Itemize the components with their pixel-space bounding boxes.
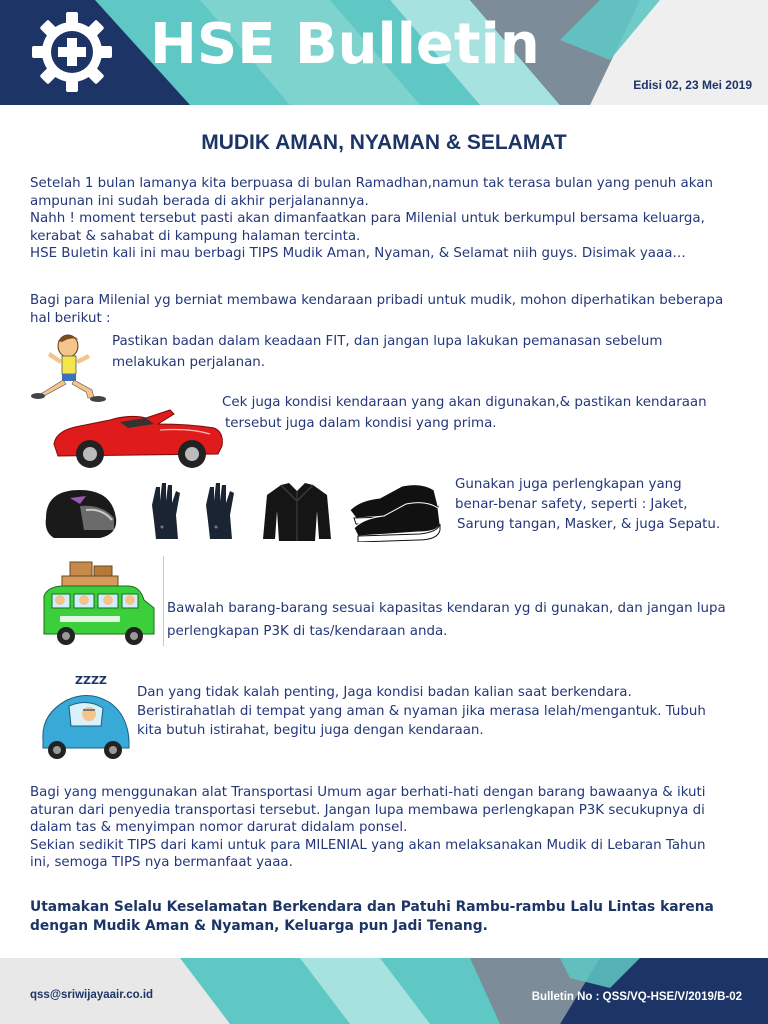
tip-safety-gear (455, 475, 720, 535)
shoes-icon (346, 480, 442, 542)
sleepy-driver-icon (37, 670, 135, 762)
tip-line: Cek juga kondisi kendaraan yang akan digunakan,& pastikan kendaraan (222, 395, 707, 410)
closing-line: dengan Mudik Aman & Nyaman, Keluarga pun Jadi Tenang. (30, 918, 488, 934)
tip-rest (137, 683, 706, 740)
tip-line: Beristirahatlah di tempat yang aman & nyaman jika merasa lelah/mengantuk. Tubuh (137, 704, 706, 719)
helmet-icon (40, 484, 122, 546)
intro-line: Setelah 1 bulan lamanya kita berpuasa di bulan Ramadhan,namun tak terasa bulan yang penuh akan (30, 176, 713, 191)
paragraph-line: Bagi yang menggunakan alat Transportasi Umum agar berhati-hati dengan barang bawaanya & ikuti (30, 785, 706, 800)
footer-banner (0, 958, 768, 1024)
gear-cross-icon (30, 10, 114, 94)
intro-line: ampunan ini sudah berada di akhir perjalanannya. (30, 193, 369, 209)
loaded-van-icon (40, 556, 160, 650)
red-car-icon (50, 404, 226, 470)
lead-line: hal berikut : (30, 310, 111, 326)
public-transport-paragraph (30, 784, 744, 872)
lead-paragraph (30, 292, 744, 327)
tip-line: tersebut juga dalam kondisi yang prima. (225, 415, 497, 431)
bulletin-number: Bulletin No : QSS/VQ-HSE/V/2019/B-02 (531, 991, 742, 1003)
tip-luggage (167, 598, 726, 643)
tip-line: Pastikan badan dalam keadaan FIT, dan jangan lupa lakukan pemanasan sebelum (112, 334, 663, 349)
intro-line: HSE Buletin kali ini mau berbagi TIPS Mudik Aman, Nyaman, & Selamat niih guys. Disimak yaaa… (30, 246, 686, 261)
tip-line: Gunakan juga perlengkapan yang (455, 477, 682, 492)
intro-line: kerabat & sahabat di kampung halaman tercinta. (30, 228, 361, 244)
intro-line: Nahh ! moment tersebut pasti akan dimanfaatkan para Milenial untuk berkumpul bersama keluarga, (30, 211, 705, 226)
tip-line: Sarung tangan, Masker, & juga Sepatu. (457, 517, 721, 532)
tip-line: melakukan perjalanan. (112, 355, 266, 370)
contact-email[interactable]: qss@sriwijayaair.co.id (30, 989, 154, 1001)
closing-line: Utamakan Selalu Keselamatan Berkendara dan Patuhi Rambu-rambu Lalu Lintas karena (30, 899, 714, 915)
tip-line: Dan yang tidak kalah penting, Jaga kondisi badan kalian saat berkendara. (137, 685, 632, 700)
paragraph-line: dalam tas & menyimpan nomor darurat didalam ponsel. (30, 820, 408, 835)
svg-text:ZZZZ: ZZZZ (75, 674, 107, 687)
tip-line: benar-benar safety, seperti : Jaket, (455, 497, 688, 512)
bulletin-title: HSE Bulletin (150, 12, 540, 77)
article-heading: MUDIK AMAN, NYAMAN & SELAMAT (201, 131, 567, 154)
paragraph-line: aturan dari penyedia transportasi tersebut. Jangan lupa membawa perlengkapan P3K secukupnya di (30, 802, 705, 818)
gloves-icon (148, 481, 248, 543)
tip-line: Bawalah barang-barang sesuai kapasitas kendaran yg di gunakan, dan jangan lupa (167, 601, 726, 616)
divider-line (163, 556, 164, 646)
closing-message (30, 898, 744, 936)
tip-line: perlengkapan P3K di tas/kendaraan anda. (167, 623, 448, 639)
paragraph-line: Sekian sedikit TIPS dari kami untuk para MILENIAL yang akan melaksanakan Mudik di Lebaran Tahun (30, 837, 706, 853)
tip-line: kita butuh istirahat, begitu juga dengan kendaraan. (137, 723, 484, 738)
lead-line: Bagi para Milenial yg berniat membawa kendaraan pribadi untuk mudik, mohon diperhatikan beberapa (30, 293, 724, 308)
tip-vehicle (222, 393, 707, 434)
stretching-man-icon (22, 332, 112, 404)
tip-fitness (112, 331, 662, 373)
header-banner (0, 0, 768, 105)
paragraph-line: ini, semoga TIPS nya bermanfaat yaaa. (30, 855, 293, 870)
intro-paragraph (30, 175, 744, 263)
jacket-icon (259, 481, 335, 543)
edition-date: Edisi 02, 23 Mei 2019 (633, 78, 752, 92)
